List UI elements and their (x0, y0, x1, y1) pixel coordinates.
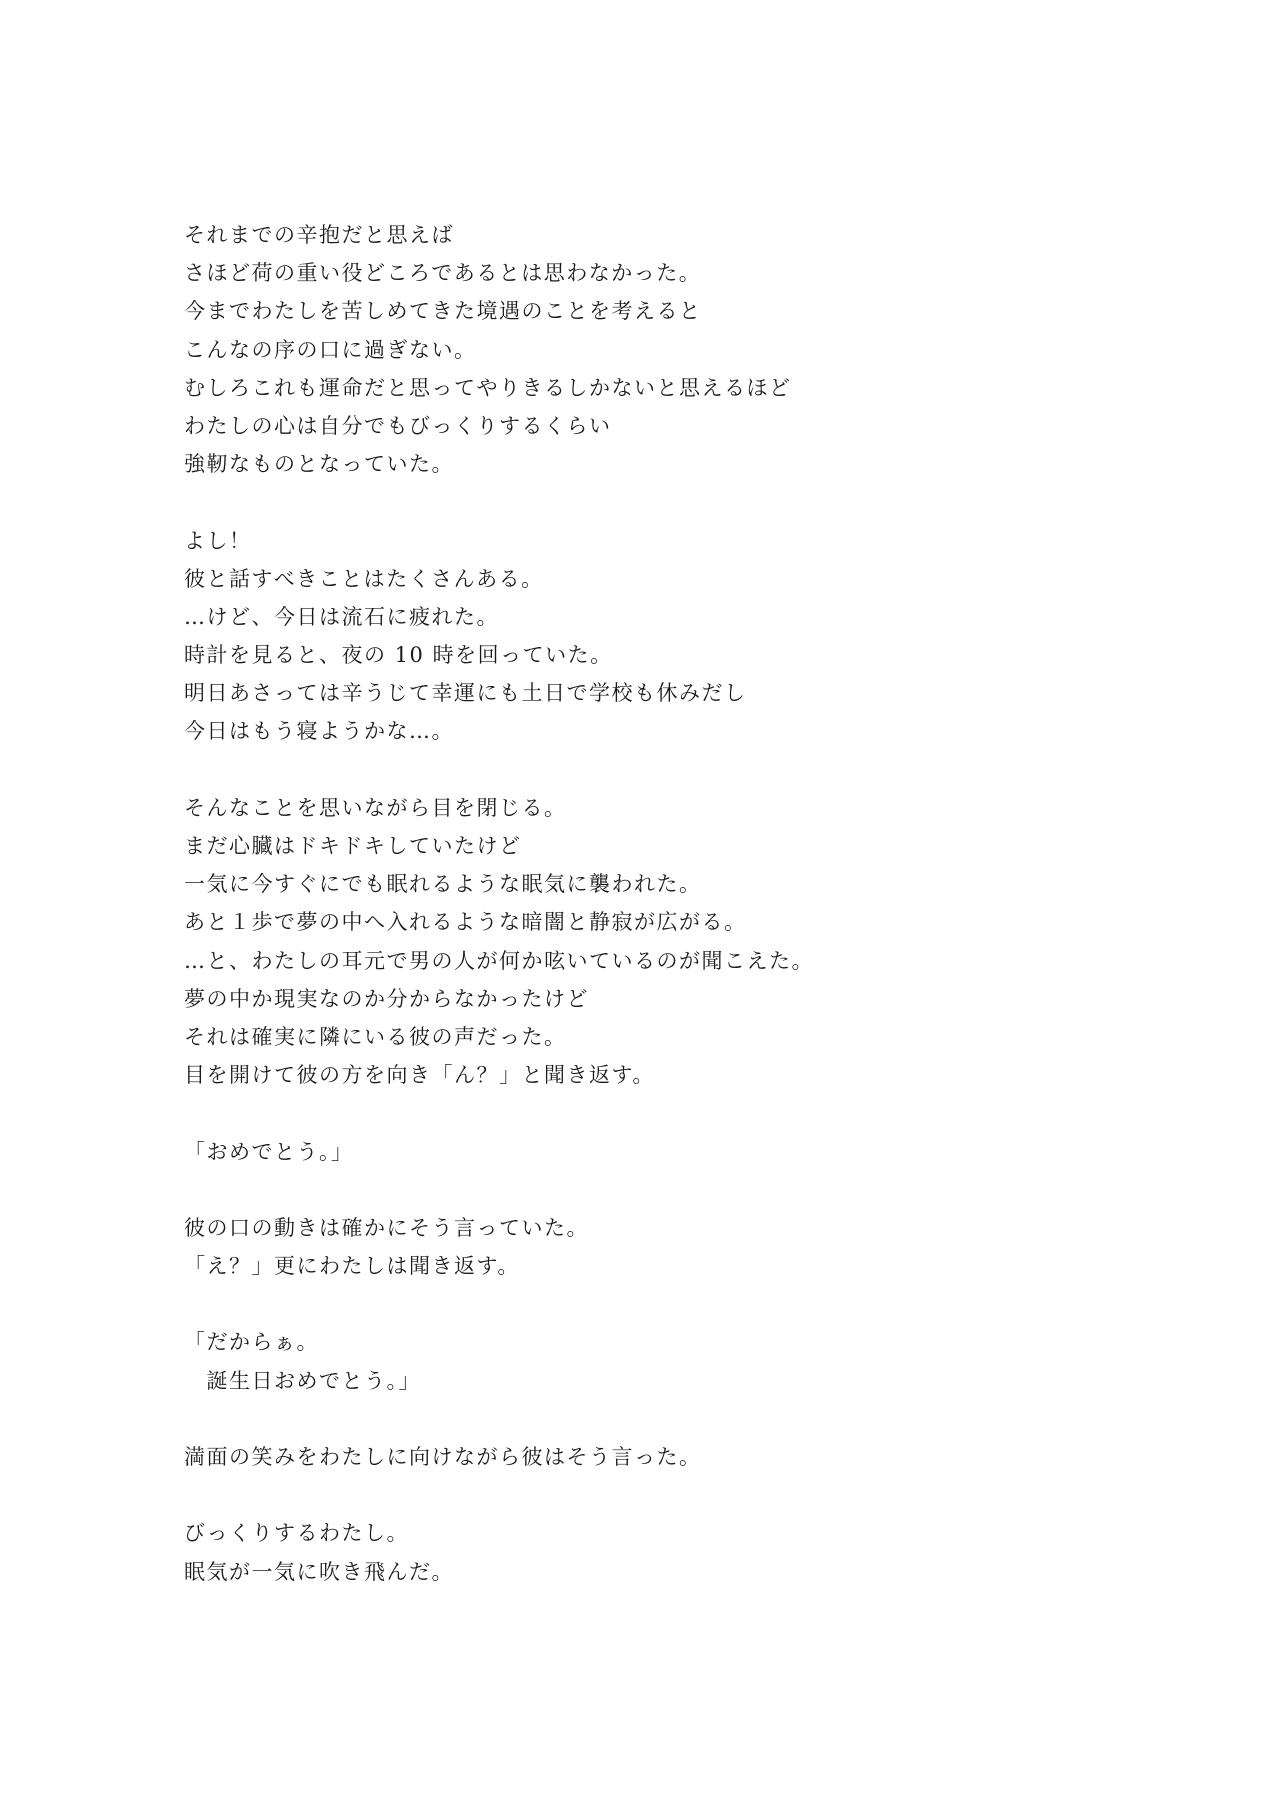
text-line: わたしの心は自分でもびっくりするくらい (184, 413, 612, 438)
text-line: 彼の口の動きは確かにそう言っていた。 (184, 1215, 589, 1240)
dialogue-line: 誕生日おめでとう。」 (184, 1368, 421, 1393)
text-line: 今までわたしを苦しめてきた境遇のことを考えると (184, 299, 702, 324)
blank-line (184, 1400, 1104, 1438)
text-line: 夢の中か現実なのか分からなかったけど (184, 986, 589, 1011)
text-line: こんなの序の口に過ぎない。 (184, 337, 477, 362)
text-line: あと１歩で夢の中へ入れるような暗闇と静寂が広がる。 (184, 910, 747, 935)
text-line: …と、わたしの耳元で男の人が何か呟いているのが聞こえた。 (184, 948, 814, 973)
text-line: 強靭なものとなっていた。 (184, 452, 454, 477)
text-line: 眠気が一気に吹き飛んだ。 (184, 1559, 454, 1584)
text-line: 彼と話すべきことはたくさんある。 (184, 566, 544, 591)
text-line: 「え？」更にわたしは聞き返す。 (184, 1254, 520, 1279)
text-line: まだ心臓はドキドキしていたけど (184, 834, 522, 858)
blank-line (184, 751, 1104, 789)
text-line: さほど荷の重い役どころであるとは思わなかった。 (184, 261, 702, 286)
text-line: それは確実に隣にいる彼の声だった。 (184, 1024, 567, 1049)
text-line: 一気に今すぐにでも眠れるような眠気に襲われた。 (184, 872, 702, 897)
text-line: よし！ (184, 528, 252, 553)
story-text (184, 216, 1104, 1591)
blank-line (184, 1476, 1104, 1514)
text-line: びっくりするわたし。 (184, 1521, 409, 1546)
text-line: それまでの辛抱だと思えば (184, 223, 454, 247)
dialogue-line: 「だからぁ。 (184, 1330, 319, 1355)
blank-line (184, 1094, 1104, 1132)
blank-line (184, 1171, 1104, 1209)
text-line: 満面の笑みをわたしに向けながら彼はそう言った。 (184, 1445, 702, 1469)
blank-line (184, 1285, 1104, 1323)
text-line: 今日はもう寝ようかな…。 (184, 719, 454, 744)
text-line: …けど、今日は流石に疲れた。 (184, 604, 499, 629)
text-line: 明日あさっては辛うじて幸運にも土日で学校も休みだし (184, 681, 747, 706)
dialogue-line: 「おめでとう。」 (184, 1139, 354, 1164)
text-line: そんなことを思いながら目を閉じる。 (184, 795, 567, 820)
text-line: 時計を見ると、夜の 10 時を回っていた。 (184, 643, 613, 668)
text-line: 目を開けて彼の方を向き「ん？」と聞き返す。 (184, 1063, 655, 1088)
blank-line (184, 483, 1104, 521)
text-line: むしろこれも運命だと思ってやりきるしかないと思えるほど (184, 375, 792, 400)
